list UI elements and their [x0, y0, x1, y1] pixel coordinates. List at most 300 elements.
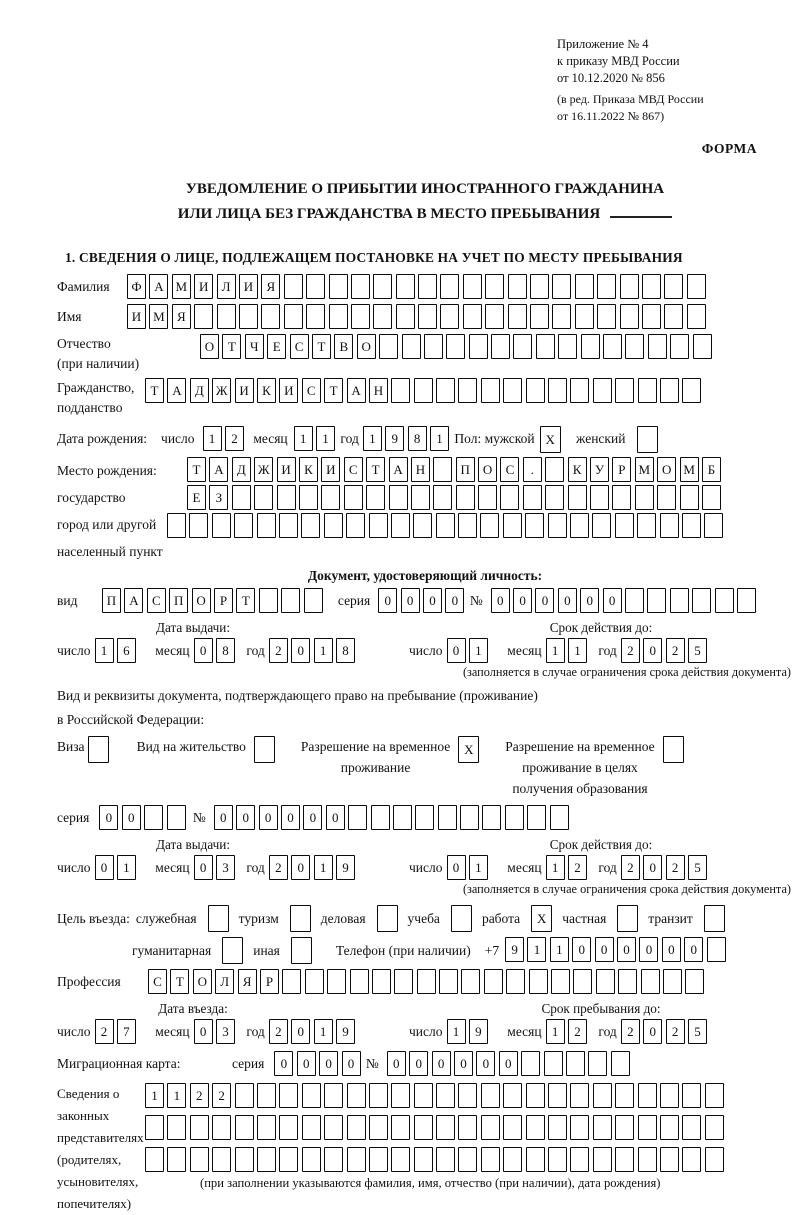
char-cell — [302, 1115, 321, 1140]
char-cell: Е — [267, 334, 286, 359]
char-cell — [306, 274, 325, 299]
identity-issue-col — [57, 620, 409, 680]
char-cell: 0 — [617, 937, 636, 962]
char-cell — [257, 1115, 276, 1140]
char-cell: 1 — [117, 855, 136, 880]
char-cell: 5 — [688, 1019, 707, 1044]
temp-permit-edu-checkbox[interactable] — [663, 736, 684, 763]
char-cell — [693, 334, 712, 359]
char-cell: 0 — [491, 588, 510, 613]
char-cell — [369, 1147, 388, 1172]
residence-checkbox[interactable] — [254, 736, 275, 763]
char-cell: 0 — [432, 1051, 451, 1076]
char-cell — [373, 304, 392, 329]
birthdate-year-label: год — [340, 431, 359, 446]
char-cell: 1 — [167, 1083, 186, 1108]
char-cell — [521, 1051, 540, 1076]
char-cell — [324, 513, 343, 538]
char-cell — [485, 274, 504, 299]
char-cell: 0 — [572, 937, 591, 962]
char-cell — [551, 969, 570, 994]
name-input[interactable] — [127, 304, 709, 329]
purpose-other-label: иная — [253, 943, 280, 958]
char-cell — [440, 304, 459, 329]
day-label: число — [409, 1024, 443, 1039]
migration-card-label: Миграционная карта: — [57, 1056, 181, 1071]
purpose-business-checkbox[interactable] — [372, 905, 398, 932]
surname-row — [57, 274, 793, 300]
char-cell — [597, 274, 616, 299]
char-cell: 0 — [194, 855, 213, 880]
char-cell — [593, 1115, 612, 1140]
visa-checkbox[interactable] — [88, 736, 109, 763]
form-label: ФОРМА — [701, 141, 757, 156]
char-cell — [424, 334, 443, 359]
char-cell — [566, 1051, 585, 1076]
char-cell: 0 — [297, 1051, 316, 1076]
identity-issue-year[interactable] — [269, 638, 359, 663]
char-cell — [660, 378, 679, 403]
char-cell — [436, 378, 455, 403]
char-cell — [615, 1083, 634, 1108]
form-title-line2 — [57, 201, 793, 226]
char-cell — [707, 937, 726, 962]
legal-line2-input[interactable] — [145, 1115, 727, 1140]
char-cell — [348, 805, 367, 830]
char-cell — [638, 378, 657, 403]
char-cell — [657, 485, 676, 510]
purpose-tourism-label: туризм — [238, 911, 279, 926]
purpose-row1 — [57, 905, 793, 932]
char-cell — [529, 969, 548, 994]
char-cell: 0 — [319, 1051, 338, 1076]
section1-heading: 1. СВЕДЕНИЯ О ЛИЦЕ, ПОДЛЕЖАЩЕМ ПОСТАНОВКЕ НА УЧЕТ ПО МЕСТУ ПРЕБЫВАНИЯ — [65, 250, 683, 265]
char-cell — [291, 937, 312, 964]
char-cell — [682, 1115, 701, 1140]
char-cell: Ч — [245, 334, 264, 359]
char-cell — [648, 334, 667, 359]
char-cell — [638, 1115, 657, 1140]
char-cell: С — [290, 334, 309, 359]
char-cell — [480, 513, 499, 538]
purpose-official-label: служебная — [135, 911, 197, 926]
char-cell: Ж — [212, 378, 231, 403]
purpose-transit-checkbox[interactable] — [699, 905, 725, 932]
char-cell: 1 — [546, 1019, 565, 1044]
char-cell — [232, 485, 251, 510]
char-cell: А — [167, 378, 186, 403]
char-cell — [418, 274, 437, 299]
char-cell: 2 — [666, 855, 685, 880]
char-cell: Н — [369, 378, 388, 403]
char-cell — [575, 274, 594, 299]
legal-label-line1: Сведения о — [57, 1086, 120, 1101]
char-cell — [88, 736, 109, 763]
char-cell — [478, 485, 497, 510]
entry-day[interactable] — [95, 1019, 140, 1044]
char-cell — [436, 1083, 455, 1108]
month-label: месяц — [155, 643, 190, 658]
char-cell: 0 — [445, 588, 464, 613]
char-cell: Т — [145, 378, 164, 403]
char-cell — [558, 334, 577, 359]
purpose-study-checkbox[interactable] — [446, 905, 472, 932]
char-cell: 0 — [122, 805, 141, 830]
birthplace-line1-input[interactable] — [187, 457, 727, 482]
year-label: год — [598, 1024, 617, 1039]
char-cell: 2 — [269, 1019, 288, 1044]
char-cell: 0 — [194, 638, 213, 663]
migration-series-label: серия — [232, 1056, 265, 1071]
doc-number-input[interactable] — [491, 588, 760, 613]
doc-series-input[interactable] — [378, 588, 468, 613]
char-cell — [279, 1147, 298, 1172]
char-cell — [463, 274, 482, 299]
char-cell: 0 — [291, 638, 310, 663]
char-cell — [414, 1115, 433, 1140]
char-cell: М — [172, 274, 191, 299]
char-cell — [660, 1115, 679, 1140]
legal-line1-input[interactable] — [145, 1083, 727, 1108]
char-cell: К — [257, 378, 276, 403]
purpose-work-checkbox[interactable] — [526, 905, 552, 932]
birthplace-label-line3: город или другой — [57, 517, 157, 532]
char-cell: 0 — [684, 937, 703, 962]
char-cell: 0 — [291, 1019, 310, 1044]
birthdate-day-input[interactable] — [203, 426, 248, 451]
gender-female-checkbox[interactable] — [637, 426, 661, 453]
char-cell — [615, 513, 634, 538]
char-cell — [570, 378, 589, 403]
purpose-private-checkbox[interactable] — [612, 905, 638, 932]
char-cell — [593, 1147, 612, 1172]
purpose-official-checkbox[interactable] — [203, 905, 229, 932]
char-cell: 0 — [194, 1019, 213, 1044]
char-cell: 1 — [363, 426, 382, 451]
migration-number-input[interactable] — [387, 1051, 633, 1076]
annex-line: от 10.12.2020 № 856 — [557, 71, 665, 85]
identity-valid-note: (заполняется в случае ограничения срока действия документа) — [462, 665, 791, 679]
char-cell — [508, 274, 527, 299]
birthplace-line2-input[interactable] — [187, 485, 727, 510]
char-cell: И — [321, 457, 340, 482]
legal-line3-input[interactable] — [145, 1147, 727, 1172]
char-cell — [482, 805, 501, 830]
char-cell — [530, 274, 549, 299]
purpose-tourism — [239, 905, 311, 932]
char-cell: 0 — [454, 1051, 473, 1076]
char-cell — [344, 485, 363, 510]
char-cell — [396, 274, 415, 299]
stay-doc-intro2: в Российской Федерации: — [57, 712, 205, 727]
char-cell: О — [192, 588, 211, 613]
legal-label-line2: законных — [57, 1108, 110, 1123]
char-cell — [660, 513, 679, 538]
char-cell — [548, 513, 567, 538]
legal-reps-note: (при заполнении указываются фамилия, имя, отчество (при наличии), дата рождения) — [200, 1176, 661, 1190]
citizenship-input[interactable] — [145, 378, 705, 403]
char-cell: Т — [222, 334, 241, 359]
surname-input[interactable] — [127, 274, 709, 299]
char-cell — [302, 1147, 321, 1172]
stay-issue-day[interactable] — [95, 855, 140, 880]
char-cell — [321, 485, 340, 510]
birthplace-line3-input[interactable] — [167, 513, 727, 538]
char-cell — [411, 485, 430, 510]
char-cell: Е — [187, 485, 206, 510]
day-label: число — [57, 643, 91, 658]
char-cell — [458, 1147, 477, 1172]
identity-issue-day[interactable] — [95, 638, 140, 663]
char-cell — [685, 969, 704, 994]
char-cell: Р — [260, 969, 279, 994]
char-cell: 2 — [225, 426, 244, 451]
birthdate-day-label: число — [161, 431, 195, 446]
char-cell — [458, 513, 477, 538]
purpose-business-label: деловая — [320, 911, 366, 926]
stay-valid-day[interactable] — [447, 855, 492, 880]
purpose-humanitarian-checkbox[interactable] — [217, 937, 243, 964]
birthplace-row — [57, 457, 793, 565]
stay-issue-month[interactable] — [194, 855, 239, 880]
identity-valid-year[interactable] — [621, 638, 711, 663]
char-cell — [570, 1147, 589, 1172]
char-cell — [167, 1115, 186, 1140]
char-cell: П — [102, 588, 121, 613]
stay-series-label: серия — [57, 810, 90, 825]
stay-until-year[interactable] — [621, 1019, 711, 1044]
char-cell — [414, 378, 433, 403]
char-cell — [503, 1115, 522, 1140]
char-cell — [670, 334, 689, 359]
char-cell — [503, 1147, 522, 1172]
char-cell — [503, 378, 522, 403]
char-cell — [439, 969, 458, 994]
char-cell — [485, 304, 504, 329]
char-cell — [393, 805, 412, 830]
char-cell — [234, 513, 253, 538]
char-cell: 1 — [546, 855, 565, 880]
char-cell: 0 — [447, 638, 466, 663]
char-cell — [396, 304, 415, 329]
char-cell — [596, 969, 615, 994]
entry-year[interactable] — [269, 1019, 359, 1044]
char-cell — [282, 969, 301, 994]
char-cell: Т — [366, 457, 385, 482]
gender-male-checkbox[interactable] — [540, 426, 564, 453]
stay-until-date — [409, 1019, 793, 1045]
char-cell: Б — [702, 457, 721, 482]
birthdate-month-label: месяц — [253, 431, 288, 446]
phone-input[interactable] — [505, 937, 729, 962]
char-cell — [194, 304, 213, 329]
stay-issue-heading: Дата выдачи: — [155, 837, 231, 852]
doc-type-input[interactable] — [102, 588, 326, 613]
char-cell — [235, 1147, 254, 1172]
entry-month[interactable] — [194, 1019, 239, 1044]
char-cell: 0 — [423, 588, 442, 613]
char-cell — [377, 905, 398, 932]
birthplace-label-line4: населенный пункт — [57, 544, 163, 559]
char-cell: 0 — [603, 588, 622, 613]
patronymic-input[interactable] — [200, 334, 715, 359]
char-cell: 3 — [216, 1019, 235, 1044]
stay-number-input[interactable] — [214, 805, 572, 830]
char-cell — [436, 1147, 455, 1172]
temp-permit-label-line1: Разрешение на временное — [300, 739, 451, 754]
char-cell — [615, 1147, 634, 1172]
char-cell: Л — [217, 274, 236, 299]
char-cell: 2 — [269, 638, 288, 663]
char-cell — [687, 274, 706, 299]
char-cell — [481, 1115, 500, 1140]
char-cell: И — [279, 378, 298, 403]
char-cell — [484, 969, 503, 994]
char-cell — [208, 905, 229, 932]
char-cell: 1 — [294, 426, 313, 451]
char-cell: 8 — [408, 426, 427, 451]
char-cell — [705, 1115, 724, 1140]
char-cell — [389, 485, 408, 510]
char-cell — [469, 334, 488, 359]
stay-until-col — [409, 1001, 793, 1045]
char-cell: Д — [232, 457, 251, 482]
year-label: год — [246, 643, 265, 658]
char-cell: 1 — [203, 426, 222, 451]
purpose-tourism-checkbox[interactable] — [285, 905, 311, 932]
purpose-other-checkbox[interactable] — [286, 937, 312, 964]
char-cell — [346, 513, 365, 538]
identity-issue-month[interactable] — [194, 638, 239, 663]
char-cell: 2 — [666, 638, 685, 663]
char-cell: 8 — [216, 638, 235, 663]
char-cell — [481, 1083, 500, 1108]
char-cell: Л — [215, 969, 234, 994]
stay-series-input[interactable] — [99, 805, 189, 830]
legal-reps-row — [57, 1083, 793, 1215]
char-cell: О — [478, 457, 497, 482]
purpose-other — [253, 937, 312, 964]
char-cell — [545, 485, 564, 510]
char-cell: О — [193, 969, 212, 994]
char-cell — [705, 1147, 724, 1172]
temp-permit-label-line2: проживание — [340, 760, 411, 775]
stay-until-day[interactable] — [447, 1019, 492, 1044]
char-cell — [372, 969, 391, 994]
purpose-work — [482, 905, 552, 932]
char-cell: 0 — [214, 805, 233, 830]
char-cell: 0 — [274, 1051, 293, 1076]
identity-issue-date — [57, 638, 409, 664]
char-cell — [190, 1147, 209, 1172]
char-cell: Т — [236, 588, 255, 613]
char-cell: 1 — [95, 638, 114, 663]
char-cell: А — [149, 274, 168, 299]
entry-dates — [57, 1001, 793, 1045]
char-cell — [615, 378, 634, 403]
char-cell: 0 — [662, 937, 681, 962]
birthplace-label — [57, 457, 163, 565]
char-cell — [391, 513, 410, 538]
char-cell: 2 — [568, 855, 587, 880]
char-cell — [508, 304, 527, 329]
name-label: Имя — [57, 309, 82, 324]
char-cell — [715, 588, 734, 613]
char-cell: 1 — [447, 1019, 466, 1044]
char-cell — [329, 304, 348, 329]
identity-valid-month[interactable] — [546, 638, 591, 663]
birthplace-label-line2: государство — [57, 490, 126, 505]
char-cell — [481, 378, 500, 403]
stay-valid-year[interactable] — [621, 855, 711, 880]
birthdate-month-input[interactable] — [294, 426, 339, 451]
char-cell: У — [590, 457, 609, 482]
char-cell — [402, 334, 421, 359]
patronymic-label — [57, 334, 200, 374]
char-cell: 6 — [117, 638, 136, 663]
char-cell — [436, 1115, 455, 1140]
char-cell — [351, 304, 370, 329]
char-cell: 0 — [513, 588, 532, 613]
purpose-private — [562, 905, 638, 932]
char-cell — [638, 1147, 657, 1172]
annex-line: (в ред. Приказа МВД России — [557, 92, 704, 106]
char-cell — [456, 485, 475, 510]
char-cell — [279, 1115, 298, 1140]
temp-permit-checkbox[interactable] — [458, 736, 479, 763]
identity-valid-day[interactable] — [447, 638, 492, 663]
stay-doc-types — [57, 736, 793, 799]
profession-input[interactable] — [148, 969, 708, 994]
char-cell — [664, 304, 683, 329]
char-cell — [463, 304, 482, 329]
stay-issue-year[interactable] — [269, 855, 359, 880]
form-title-line1: УВЕДОМЛЕНИЕ О ПРИБЫТИИ ИНОСТРАННОГО ГРАЖДАНИНА — [185, 181, 665, 197]
char-cell — [642, 304, 661, 329]
birthdate-year-input[interactable] — [363, 426, 453, 451]
char-cell — [350, 969, 369, 994]
char-cell — [284, 304, 303, 329]
char-cell — [682, 1083, 701, 1108]
char-cell — [548, 1083, 567, 1108]
legal-reps-grid — [145, 1083, 727, 1215]
stay-until-month[interactable] — [546, 1019, 591, 1044]
char-cell — [705, 1083, 724, 1108]
stay-valid-month[interactable] — [546, 855, 591, 880]
char-cell — [670, 588, 689, 613]
migration-series-input[interactable] — [274, 1051, 364, 1076]
char-cell — [536, 334, 555, 359]
char-cell — [414, 1147, 433, 1172]
char-cell: Т — [170, 969, 189, 994]
temp-permit-edu-label-line2: проживание в целях — [522, 760, 638, 775]
annex-line: Приложение № 4 — [557, 37, 649, 51]
char-cell: 1 — [314, 1019, 333, 1044]
entry-date-heading: Дата въезда: — [158, 1001, 228, 1016]
char-cell — [212, 1147, 231, 1172]
char-cell: Я — [238, 969, 257, 994]
annex-line: к приказу МВД России — [557, 54, 680, 68]
char-cell: 1 — [430, 426, 449, 451]
stay-issue-col — [57, 837, 409, 897]
char-cell — [281, 588, 300, 613]
char-cell — [545, 457, 564, 482]
identity-doc-row — [57, 588, 793, 614]
char-cell — [527, 805, 546, 830]
char-cell: Р — [214, 588, 233, 613]
char-cell: 0 — [409, 1051, 428, 1076]
temp-permit-edu-label — [505, 736, 654, 799]
